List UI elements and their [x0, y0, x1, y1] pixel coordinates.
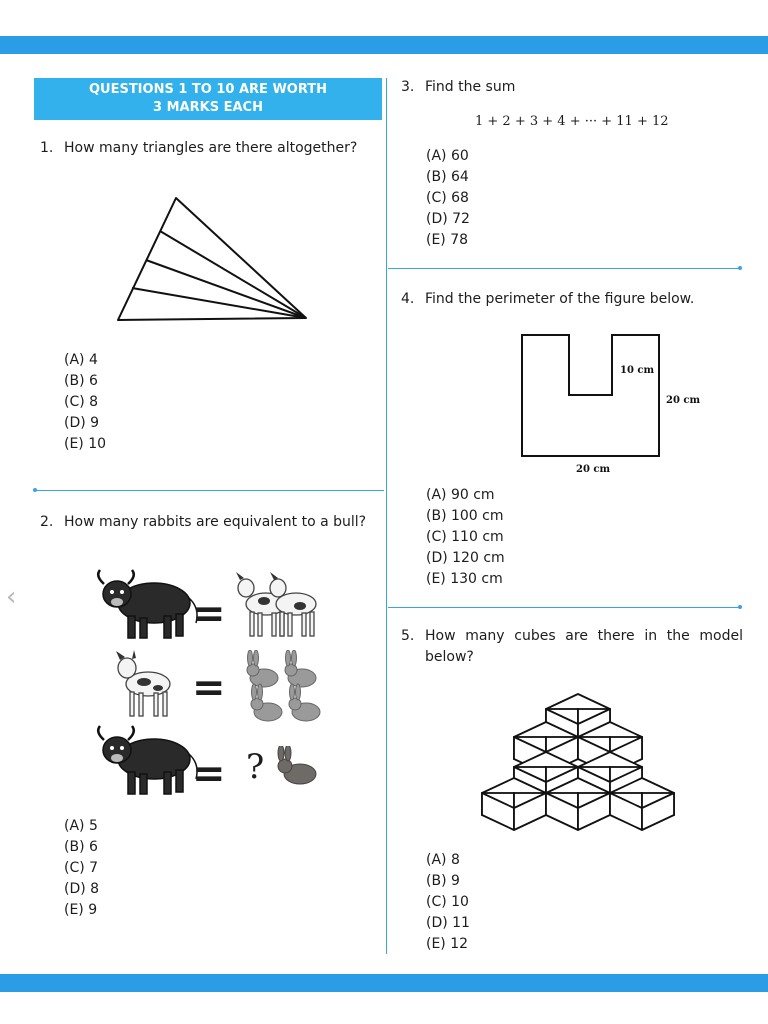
option-a[interactable]: (A) 5 [64, 818, 98, 834]
question-2 [40, 512, 375, 533]
divider-dot [738, 605, 742, 609]
label-notch: 10 cm [620, 365, 655, 376]
header-line-2: 3 MARKS EACH [153, 100, 263, 115]
bull-icon [92, 724, 202, 799]
chevron-left-icon[interactable]: ‹ [6, 582, 17, 612]
option-c[interactable]: (C) 110 cm [426, 529, 504, 545]
divider-q3-q4 [388, 268, 740, 269]
label-bottom: 20 cm [576, 464, 611, 475]
option-e[interactable]: (E) 10 [64, 436, 107, 452]
option-d[interactable]: (D) 9 [64, 415, 100, 431]
goat-icon [114, 648, 174, 720]
divider-q1-q2 [34, 490, 384, 491]
question-number: 5. [401, 628, 415, 644]
label-side: 20 cm [666, 395, 701, 406]
question-4 [401, 289, 746, 310]
option-e[interactable]: (E) 130 cm [426, 571, 503, 587]
option-c[interactable]: (C) 10 [426, 894, 469, 910]
question-3 [401, 77, 741, 98]
divider-q4-q5 [388, 607, 740, 608]
question-1 [40, 138, 380, 159]
top-bar [0, 36, 768, 54]
sum-expression: 1 + 2 + 3 + 4 + ··· + 11 + 12 [475, 114, 669, 129]
question-number: 4. [401, 291, 415, 307]
option-b[interactable]: (B) 64 [426, 169, 469, 185]
question-text: Find the sum [425, 79, 516, 95]
options-q4 [426, 485, 505, 590]
option-b[interactable]: (B) 6 [64, 373, 98, 389]
triangles-figure [110, 190, 315, 325]
equals-sign: = [192, 751, 226, 797]
option-e[interactable]: (E) 12 [426, 936, 469, 952]
option-a[interactable]: (A) 8 [426, 852, 460, 868]
option-e[interactable]: (E) 78 [426, 232, 469, 248]
cubes-figure [478, 690, 678, 835]
option-c[interactable]: (C) 68 [426, 190, 469, 206]
question-mark: ? [246, 747, 265, 787]
option-a[interactable]: (A) 60 [426, 148, 469, 164]
divider-dot [33, 488, 37, 492]
options-q2 [64, 816, 99, 921]
bull-icon [92, 568, 202, 643]
question-text: How many rabbits are equivalent to a bull? [64, 514, 367, 530]
option-c[interactable]: (C) 8 [64, 394, 99, 410]
header-line-1: QUESTIONS 1 TO 10 ARE WORTH [88, 82, 328, 97]
option-a[interactable]: (A) 4 [64, 352, 98, 368]
question-text: How many cubes are there in the model below? [425, 628, 743, 665]
question-number: 1. [40, 140, 54, 156]
bottom-bar [0, 974, 768, 992]
option-c[interactable]: (C) 7 [64, 860, 99, 876]
option-d[interactable]: (D) 11 [426, 915, 470, 931]
rabbit-icon [272, 746, 322, 788]
question-number: 3. [401, 79, 415, 95]
equals-sign: = [192, 591, 226, 637]
option-b[interactable]: (B) 6 [64, 839, 98, 855]
column-divider [386, 78, 387, 954]
option-d[interactable]: (D) 8 [64, 881, 100, 897]
question-text: How many triangles are there altogether? [64, 140, 358, 156]
equals-sign: = [192, 665, 226, 711]
option-e[interactable]: (E) 9 [64, 902, 98, 918]
section-header [34, 78, 382, 120]
options-q5 [426, 850, 470, 955]
question-5 [401, 626, 743, 668]
option-b[interactable]: (B) 9 [426, 873, 460, 889]
option-d[interactable]: (D) 120 cm [426, 550, 505, 566]
question-number: 2. [40, 514, 54, 530]
rabbits-icon [244, 650, 328, 726]
divider-dot [738, 266, 742, 270]
options-q3 [426, 146, 470, 251]
option-b[interactable]: (B) 100 cm [426, 508, 504, 524]
question-text: Find the perimeter of the figure below. [425, 291, 695, 307]
option-d[interactable]: (D) 72 [426, 211, 470, 227]
perimeter-figure [505, 328, 710, 478]
goats-icon [234, 570, 326, 642]
options-q1 [64, 350, 106, 455]
option-a[interactable]: (A) 90 cm [426, 487, 495, 503]
